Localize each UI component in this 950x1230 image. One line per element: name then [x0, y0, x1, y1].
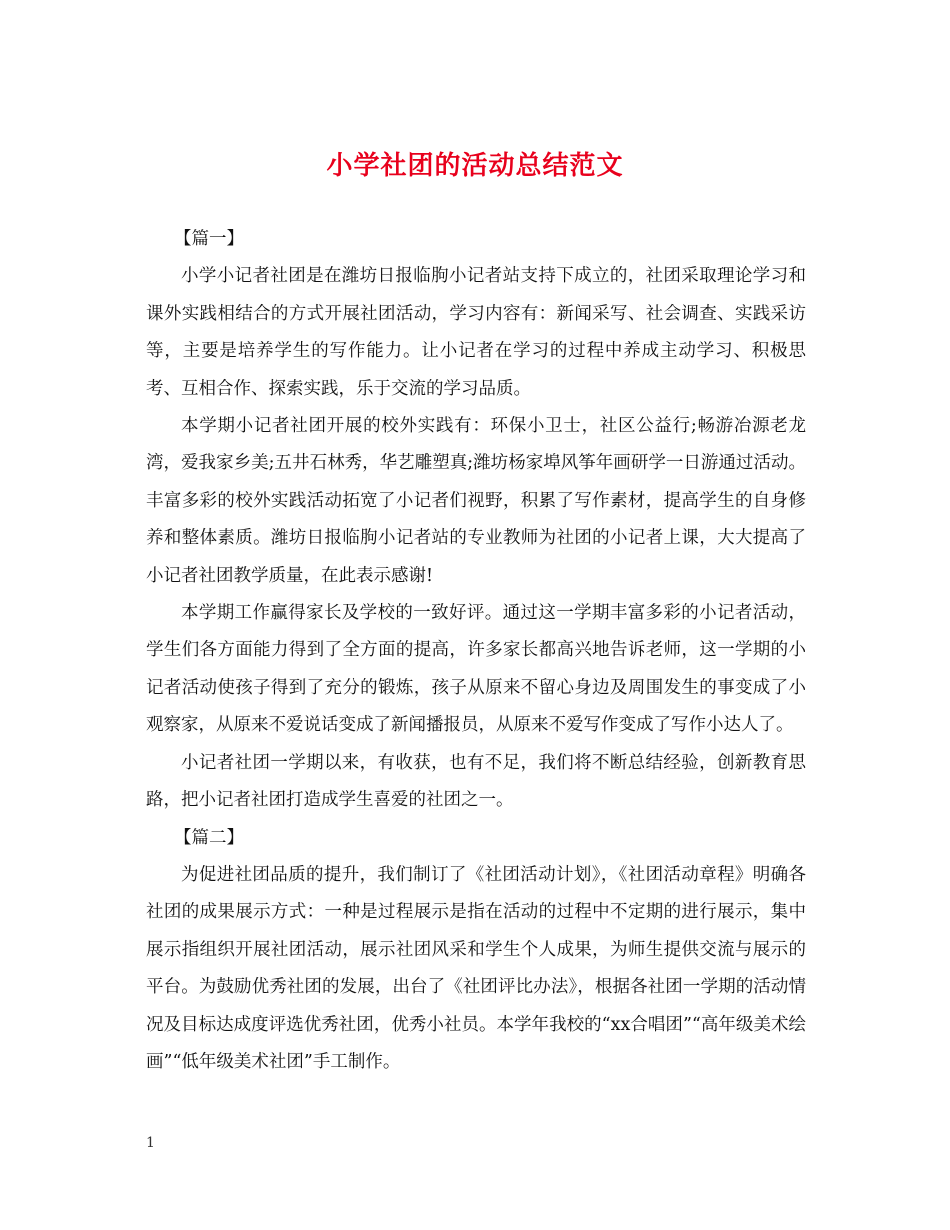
paragraph: 小记者社团一学期以来，有收获，也有不足，我们将不断总结经验，创新教育思路，把小记者社团打造成学生喜爱的社团之一。 [146, 752, 806, 811]
paragraph: 本学期小记者社团开展的校外实践有：环保小卫士，社区公益行;畅游冶源老龙湾，爱我家乡美;五井石林秀，华艺雕塑真;潍坊杨家埠风筝年画研学一日游通过活动。丰富多彩的校外实践活动拓宽了小记者们视野，积累了写作素材，提高学生的自身修养和整体素质。潍坊日报临朐小记者站的专业教师为社团的小记者上课，大大提高了小记者社团教学质量，在此表示感谢! [146, 416, 806, 586]
section-heading: 【篇二】 [174, 827, 244, 848]
paragraph: 本学期工作赢得家长及学校的一致好评。通过这一学期丰富多彩的小记者活动，学生们各方面能力得到了全方面的提高，许多家长都高兴地告诉老师，这一学期的小记者活动使孩子得到了充分的锻炼，孩子从原来不留心身边及周围发生的事变成了小观察家，从原来不爱说话变成了新闻播报员，从原来不爱写作变成了写作小达人了。 [146, 603, 806, 736]
page-number: 1 [146, 1135, 155, 1151]
paragraph: 小学小记者社团是在潍坊日报临朐小记者站支持下成立的，社团采取理论学习和课外实践相结合的方式开展社团活动，学习内容有：新闻采写、社会调查、实践采访等，主要是培养学生的写作能力。让小记者在学习的过程中养成主动学习、积极思考、互相合作、探索实践，乐于交流的学习品质。 [146, 266, 806, 399]
document-title: 小学社团的活动总结范文 [326, 151, 624, 181]
document-body [146, 221, 806, 1081]
paragraph: 为促进社团品质的提升，我们制订了《社团活动计划》，《社团活动章程》明确各社团的成果展示方式：一种是过程展示是指在活动的过程中不定期的进行展示，集中展示指组织开展社团活动，展示社团风采和学生个人成果，为师生提供交流与展示的平台。为鼓励优秀社团的发展，出台了《社团评比办法》，根据各社团一学期的活动情况及目标达成度评选优秀社团，优秀小社员。本学年我校的“xx合唱团”“高年级美术绘画”“低年级美术社团”手工制作。 [146, 864, 806, 1072]
section-heading: 【篇一】 [174, 229, 244, 249]
